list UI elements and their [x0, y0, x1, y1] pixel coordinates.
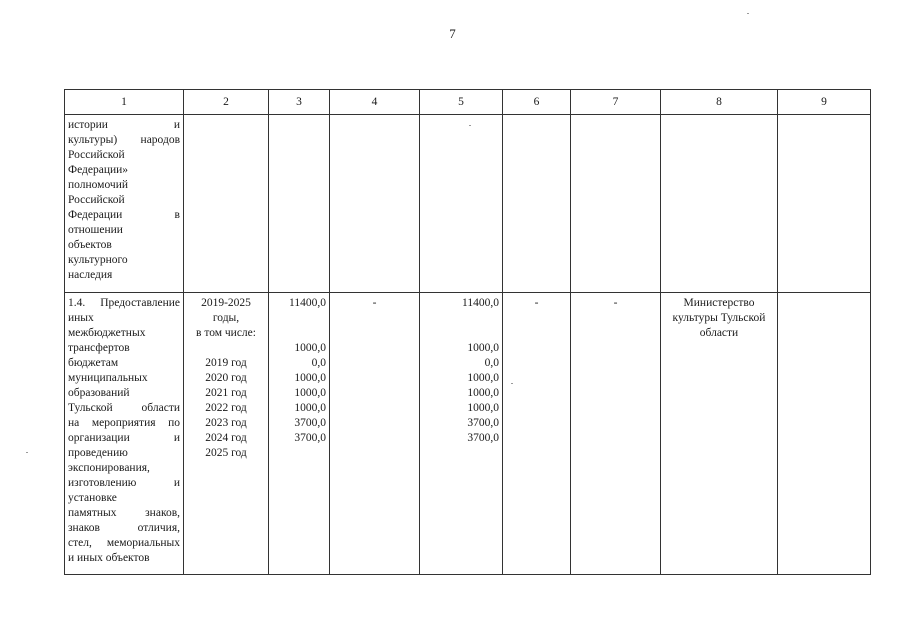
row2-total-cell: [269, 293, 330, 575]
year-label: 2022 год: [205, 402, 247, 414]
row1-cell-6: [503, 115, 571, 293]
row1-cell-3: [269, 115, 330, 293]
year-amount: 3700,0: [294, 417, 326, 429]
header-col-3: 3: [269, 90, 330, 115]
header-col-4: 4: [330, 90, 420, 115]
description-line: Российской: [68, 149, 125, 161]
year-amount: 1000,0: [294, 387, 326, 399]
description-line: полномочий: [68, 179, 128, 191]
description-line: бюджетам: [68, 357, 119, 369]
row1-cell-9: [778, 115, 871, 293]
period-label: годы,: [212, 312, 240, 324]
year-amount: 1000,0: [467, 342, 499, 354]
header-col-1: 1: [65, 90, 184, 115]
responsible-line: культуры Тульской: [672, 312, 766, 324]
description-line: иных: [68, 312, 94, 324]
scan-speck: [26, 452, 28, 453]
description-line: экспонирования,: [68, 462, 150, 474]
year-amount: 1000,0: [294, 342, 326, 354]
year-amount: 1000,0: [467, 372, 499, 384]
program-table: [64, 89, 871, 575]
page-number: 7: [449, 26, 456, 41]
table-row: [65, 115, 871, 293]
row2-col5-total: 11400,0: [462, 297, 499, 309]
row1-cell-4: [330, 115, 420, 293]
row1-cell-8: [661, 115, 778, 293]
description-line: проведению: [68, 447, 128, 459]
year-amount: 1000,0: [294, 402, 326, 414]
description-line: Федерации»: [68, 164, 129, 176]
description-line: образований: [68, 387, 130, 399]
description-line: Федерации в: [68, 209, 180, 221]
description-line: Тульской области: [68, 402, 180, 414]
period-label: в том числе:: [196, 327, 256, 339]
row2-cell-4: -: [330, 293, 420, 575]
responsible-line: Министерство: [683, 297, 755, 309]
header-col-9: 9: [778, 90, 871, 115]
description-line: организации и: [68, 432, 180, 444]
description-line: и иных объектов: [68, 552, 150, 564]
year-amount: 3700,0: [294, 432, 326, 444]
year-amount: 1000,0: [294, 372, 326, 384]
year-label: 2019 год: [205, 357, 247, 369]
header-col-7: 7: [571, 90, 661, 115]
description-line: наследия: [68, 269, 113, 281]
scan-speck: [747, 13, 749, 14]
header-col-6: 6: [503, 90, 571, 115]
description-line: трансфертов: [68, 342, 130, 354]
row2-cell-6: -: [503, 293, 571, 575]
responsible-line: области: [699, 327, 739, 339]
description-line: установке: [68, 492, 117, 504]
description-line: истории и: [68, 119, 180, 131]
row1-cell-7: [571, 115, 661, 293]
row1-cell-2: [184, 115, 269, 293]
year-amount: 0,0: [311, 357, 326, 369]
description-line: культуры) народов: [68, 134, 180, 146]
row2-col3-total: 11400,0: [289, 297, 326, 309]
description-line: отношении: [68, 224, 123, 236]
table-header-row: [65, 90, 871, 115]
row1-description: [65, 115, 184, 293]
row2-description: [65, 293, 184, 575]
year-amount: 3700,0: [467, 432, 499, 444]
year-label: 2021 год: [205, 387, 247, 399]
description-line: памятных знаков,: [68, 507, 180, 519]
year-label: 2025 год: [205, 447, 247, 459]
row2-cell-9: [778, 293, 871, 575]
description-line: объектов: [68, 239, 112, 251]
scan-speck: [511, 383, 513, 384]
year-label: 2020 год: [205, 372, 247, 384]
description-line: знаков отличия,: [68, 522, 180, 534]
year-amount: 1000,0: [467, 402, 499, 414]
description-line: межбюджетных: [68, 327, 146, 339]
header-col-2: 2: [184, 90, 269, 115]
period-label: 2019-2025: [201, 297, 251, 309]
description-line: стел, мемориальных: [68, 537, 180, 549]
year-amount: 1000,0: [467, 387, 499, 399]
year-label: 2024 год: [205, 432, 247, 444]
row2-responsible-cell: [661, 293, 778, 575]
header-col-5: 5: [420, 90, 503, 115]
description-line: изготовлению и: [68, 477, 180, 489]
description-line: на мероприятия по: [68, 417, 180, 429]
year-label: 2023 год: [205, 417, 247, 429]
row2-cell-7: -: [571, 293, 661, 575]
year-amount: 3700,0: [467, 417, 499, 429]
row1-cell-5: [420, 115, 503, 293]
description-line: муниципальных: [68, 372, 148, 384]
row2-period-cell: [184, 293, 269, 575]
header-col-8: 8: [661, 90, 778, 115]
scan-speck: [469, 125, 471, 126]
row2-cell-5: [420, 293, 503, 575]
description-line: 1.4. Предоставление: [68, 297, 180, 309]
year-amount: 0,0: [484, 357, 499, 369]
description-line: Российской: [68, 194, 125, 206]
table-row: [65, 293, 871, 575]
description-line: культурного: [68, 254, 128, 266]
